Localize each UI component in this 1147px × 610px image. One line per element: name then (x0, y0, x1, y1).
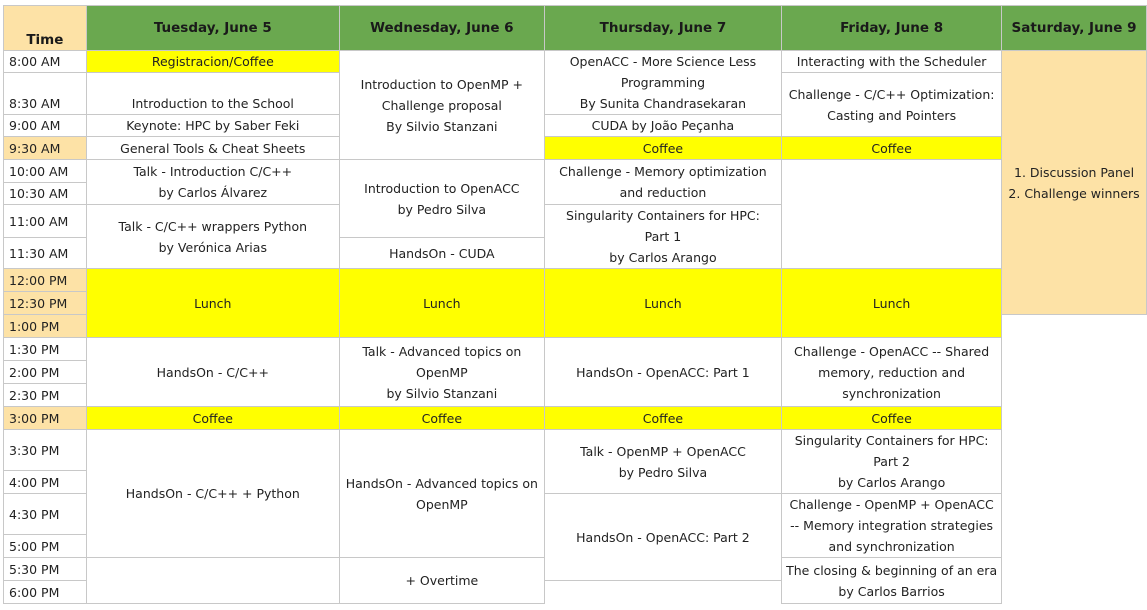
event-line: and synchronization (828, 539, 955, 554)
event-line: 1. Discussion Panel (1014, 164, 1135, 180)
time-label: 2:00 PM (4, 361, 87, 384)
time-label: 1:00 PM (4, 315, 87, 338)
event-line: Introduction to OpenMP + (360, 76, 524, 92)
time-label: 11:00 AM (4, 205, 87, 238)
table-row (4, 205, 1147, 238)
event-line: Challenge proposal (381, 97, 502, 113)
empty-cell (1002, 315, 1147, 604)
event-handson-cuda: HandsOn - CUDA (339, 238, 544, 269)
event-handson-openacc-part1: HandsOn - OpenACC: Part 1 (544, 338, 781, 407)
event-intro-openacc (339, 160, 544, 238)
event-line: By Sunita Chandrasekaran (579, 96, 747, 111)
event-line: by Carlos Arango (837, 475, 946, 490)
event-line: Challenge - OpenACC -- Shared (794, 343, 990, 359)
day-header-saturday: Saturday, June 9 (1002, 6, 1147, 51)
event-saturday-panel (1002, 51, 1147, 315)
event-line: Challenge - Memory optimization (559, 164, 767, 179)
time-label: 3:30 PM (4, 430, 87, 471)
time-label: 12:30 PM (4, 292, 87, 315)
event-coffee: Coffee (782, 407, 1002, 430)
event-talk-openmp-openacc (544, 430, 781, 494)
time-label: 8:30 AM (4, 73, 87, 115)
day-header-tuesday: Tuesday, June 5 (86, 6, 339, 51)
table-row (4, 407, 1147, 430)
event-cuda: CUDA by João Peçanha (544, 115, 781, 137)
table-row (4, 338, 1147, 361)
event-coffee: Coffee (86, 407, 339, 430)
event-line: by Verónica Arias (158, 239, 267, 255)
time-label: 8:00 AM (4, 51, 87, 73)
event-line: Singularity Containers for HPC: (566, 208, 760, 223)
event-challenge-openacc-shared (782, 338, 1002, 407)
table-row (4, 51, 1147, 73)
event-intro-school: Introduction to the School (86, 73, 339, 115)
event-line: by Carlos Álvarez (158, 185, 268, 200)
day-header-wednesday: Wednesday, June 6 (339, 6, 544, 51)
event-line: Talk - C/C++ wrappers Python (118, 218, 308, 234)
event-line: Challenge - C/C++ Optimization: (788, 86, 995, 102)
event-talk-wrappers (86, 205, 339, 269)
event-challenge-memory (544, 160, 781, 205)
event-registration: Registracion/Coffee (86, 51, 339, 73)
time-label: 10:00 AM (4, 160, 87, 183)
table-row (4, 430, 1147, 471)
time-label: 9:00 AM (4, 115, 87, 137)
event-lunch: Lunch (339, 269, 544, 338)
event-singularity-part2 (782, 430, 1002, 494)
event-line: and reduction (619, 185, 707, 200)
event-line: Singularity Containers for HPC: (794, 433, 989, 448)
event-talk-advanced-openmp (339, 338, 544, 407)
event-line: Casting and Pointers (827, 107, 957, 123)
table-row (4, 269, 1147, 292)
time-label: 1:30 PM (4, 338, 87, 361)
event-coffee: Coffee (339, 407, 544, 430)
header-row (4, 6, 1147, 51)
time-label: 6:00 PM (4, 581, 87, 604)
event-line: Programming (620, 75, 706, 90)
event-talk-intro-c (86, 160, 339, 205)
event-line: synchronization (842, 385, 941, 401)
empty-slot (86, 558, 339, 604)
schedule-table (3, 5, 1147, 604)
event-lunch: Lunch (86, 269, 339, 338)
event-coffee: Coffee (544, 407, 781, 430)
event-line: Introduction to OpenACC (364, 180, 520, 196)
event-line: Challenge - OpenMP + OpenACC (789, 497, 994, 512)
event-coffee: Coffee (782, 137, 1002, 160)
event-line: by Carlos Arango (609, 250, 717, 265)
event-challenge-openmp-openacc (782, 494, 1002, 558)
time-label: 5:00 PM (4, 535, 87, 558)
time-label: 4:30 PM (4, 494, 87, 535)
event-line: Part 1 (644, 229, 682, 244)
event-keynote: Keynote: HPC by Saber Feki (86, 115, 339, 137)
event-lunch: Lunch (544, 269, 781, 338)
event-openacc-more-science (544, 51, 781, 115)
time-label: 12:00 PM (4, 269, 87, 292)
time-label: 2:30 PM (4, 384, 87, 407)
event-line: HandsOn - Advanced topics on (345, 475, 538, 491)
event-line: Talk - OpenMP + OpenACC (580, 443, 746, 459)
event-coffee: Coffee (544, 137, 781, 160)
table-row (4, 137, 1147, 160)
time-label: 5:30 PM (4, 558, 87, 581)
time-label: 11:30 AM (4, 238, 87, 269)
event-handson-c: HandsOn - C/C++ (86, 338, 339, 407)
event-line: -- Memory integration strategies (790, 518, 994, 533)
event-overtime: + Overtime (339, 558, 544, 604)
time-label: 10:30 AM (4, 183, 87, 205)
event-line: Talk - Advanced topics on (362, 343, 522, 359)
event-handson-c-python: HandsOn - C/C++ + Python (86, 430, 339, 558)
event-line: by Silvio Stanzani (386, 385, 498, 401)
table-row (4, 160, 1147, 183)
event-challenge-casting (782, 73, 1002, 137)
event-lunch: Lunch (782, 269, 1002, 338)
event-line: The closing & beginning of an era (786, 562, 998, 578)
event-line: OpenMP (415, 364, 468, 380)
event-intro-openmp (339, 51, 544, 160)
event-line: by Pedro Silva (397, 201, 487, 217)
event-line: OpenMP (415, 496, 468, 512)
event-general-tools: General Tools & Cheat Sheets (86, 137, 339, 160)
event-line: by Pedro Silva (618, 464, 708, 480)
event-singularity-part1 (544, 205, 781, 269)
event-handson-advanced-openmp (339, 430, 544, 558)
time-column-header: Time (4, 6, 87, 51)
day-header-friday: Friday, June 8 (782, 6, 1002, 51)
event-line: memory, reduction and (818, 364, 966, 380)
event-closing (782, 558, 1002, 604)
event-line: by Carlos Barrios (838, 583, 945, 599)
event-line: Talk - Introduction C/C++ (133, 164, 293, 179)
event-line: OpenACC - More Science Less (569, 54, 757, 69)
event-scheduler: Interacting with the Scheduler (782, 51, 1002, 73)
event-handson-openacc-part2: HandsOn - OpenACC: Part 2 (544, 494, 781, 581)
time-label: 4:00 PM (4, 471, 87, 494)
time-label: 3:00 PM (4, 407, 87, 430)
event-line: 2. Challenge winners (1008, 185, 1140, 201)
time-label: 9:30 AM (4, 137, 87, 160)
event-line: Part 2 (873, 454, 910, 469)
event-line: By Silvio Stanzani (386, 118, 498, 134)
day-header-thursday: Thursday, June 7 (544, 6, 781, 51)
